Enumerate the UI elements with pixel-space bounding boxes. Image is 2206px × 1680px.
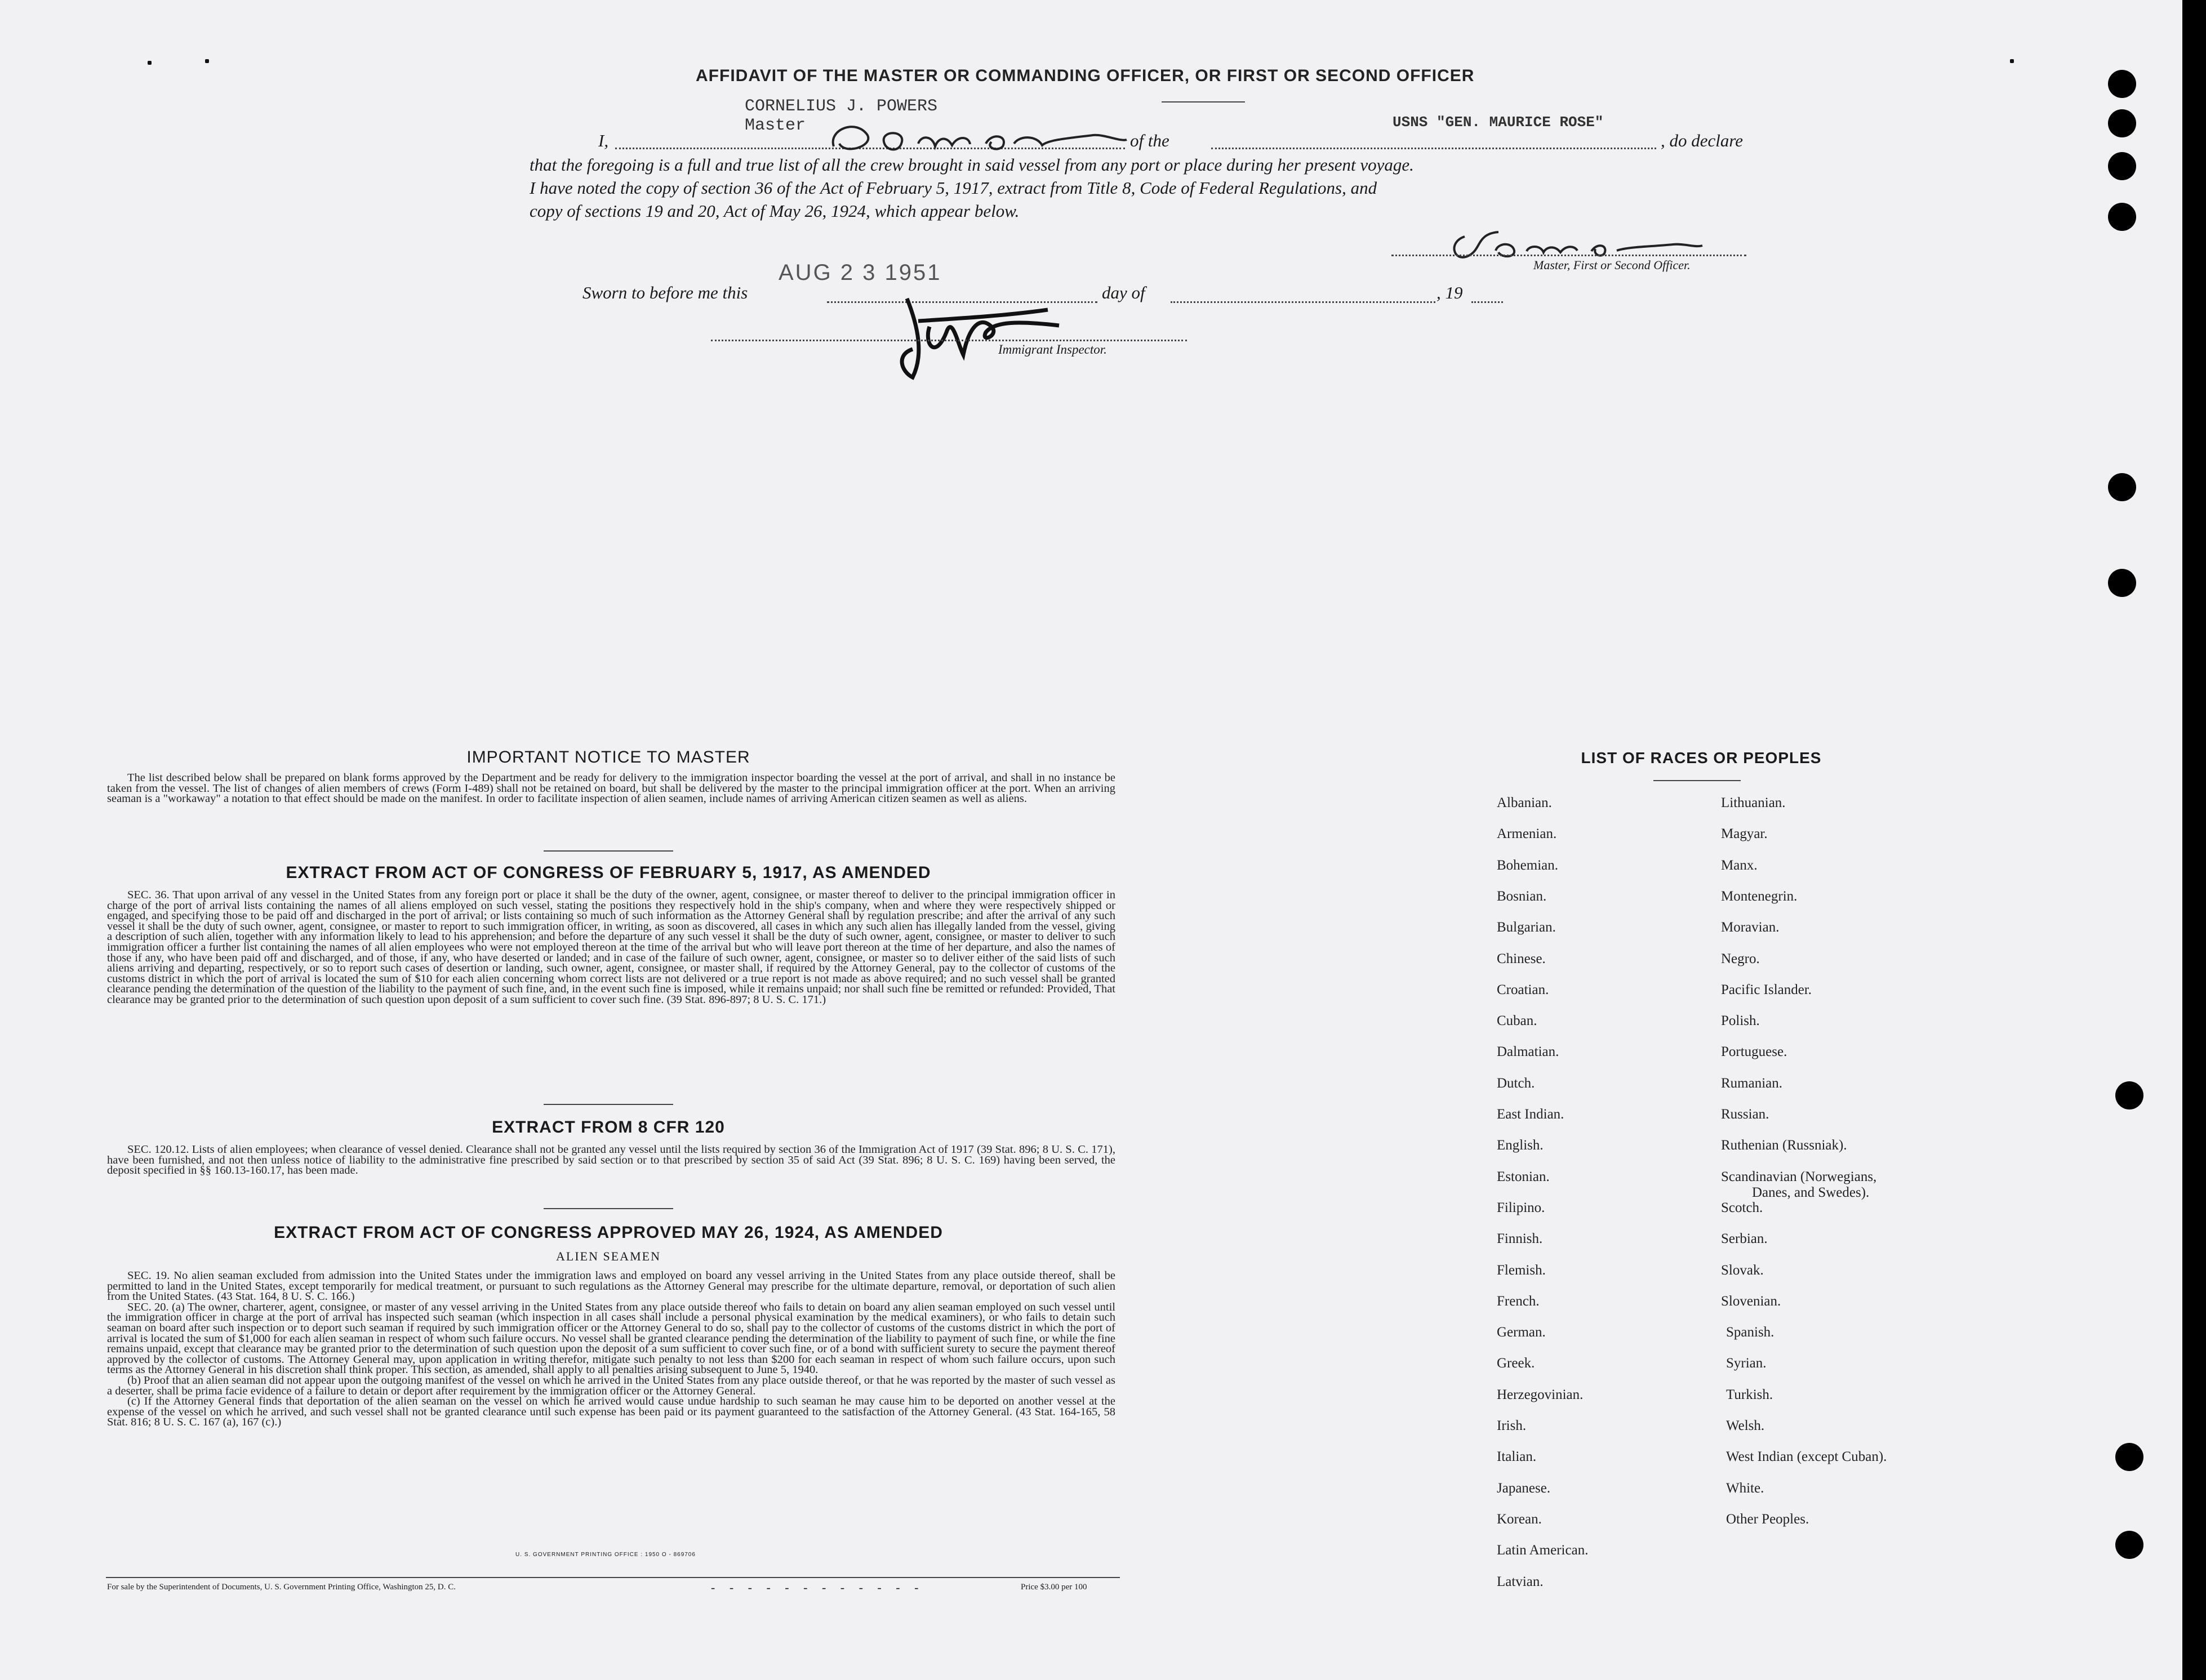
- binder-hole: [2108, 152, 2136, 180]
- race-item: Spanish.: [1726, 1325, 1774, 1340]
- master-signature-caption: Master, First or Second Officer.: [1533, 258, 1691, 272]
- race-item: Syrian.: [1726, 1356, 1767, 1371]
- of-the-label: of the: [1130, 131, 1169, 150]
- sec-20c-paragraph: (c) If the Attorney General finds that deportation of the alien seaman on the vessel on which he arrived would cause undue hardship to such seaman he may cause him to be deported on another vessel at the expense of the vessel on which he arrived, and such vessel shall not be granted clearance until such expense has been paid or its payment guaranteed to the satisfaction of the Attorney General. (43 Stat. 164-165, 58 Stat. 816; 8 U. S. C. 167 (a), 167 (c).): [107, 1395, 1115, 1429]
- extract-cfr-text: [107, 1144, 1115, 1188]
- race-item: Scotch.: [1721, 1200, 1763, 1215]
- typed-master-rank: Master: [745, 116, 806, 135]
- race-item: Rumanian.: [1721, 1075, 1783, 1091]
- race-item: Dalmatian.: [1497, 1044, 1559, 1060]
- race-item: German.: [1497, 1325, 1546, 1340]
- price-note: Price $3.00 per 100: [1021, 1583, 1087, 1592]
- inspector-caption: Immigrant Inspector.: [998, 342, 1107, 357]
- race-item: Lithuanian.: [1721, 795, 1786, 810]
- extract-cfr-paragraph: SEC. 120.12. Lists of alien employees; when clearance of vessel denied. Clearance shall not be granted any vessel until the lists required by section 36 of the Immigration Act of 1917 (39 Stat. 896; 8 U. S. C. 171), have been furnished, and not then unless notice of liability to the administrative fine prescribed by said section or to that prescribed by section 35 of said Act (39 Stat. 896; 8 U. S. C. 169) having been served, the deposit specified in §§ 160.13-160.17, has been made.: [107, 1144, 1115, 1177]
- race-item: Estonian.: [1497, 1169, 1550, 1184]
- race-item: Polish.: [1721, 1013, 1760, 1029]
- binder-hole: [2108, 70, 2136, 98]
- section-divider: [544, 1104, 673, 1105]
- signature-blank: [1391, 255, 1746, 256]
- speck: [2010, 59, 2014, 63]
- race-item: Italian.: [1497, 1449, 1537, 1465]
- race-item: Magyar.: [1721, 826, 1768, 842]
- notice-title: IMPORTANT NOTICE TO MASTER: [466, 748, 750, 767]
- affidavit-title: AFFIDAVIT OF THE MASTER OR COMMANDING OFFICER, OR FIRST OR SECOND OFFICER: [696, 66, 1475, 85]
- year-blank: [1471, 301, 1503, 303]
- race-item: Negro.: [1721, 951, 1760, 966]
- race-item: Bulgarian.: [1497, 920, 1556, 935]
- races-title: LIST OF RACES OR PEOPLES: [1581, 749, 1822, 767]
- race-item: East Indian.: [1497, 1107, 1564, 1122]
- races-title-rule: [1653, 780, 1741, 781]
- declaration-line-2: I have noted the copy of section 36 of the Act of February 5, 1917, extract from Title 8, Code of Federal Regulations, and: [530, 178, 1377, 198]
- race-item: Portuguese.: [1721, 1044, 1787, 1060]
- race-item: Welsh.: [1726, 1418, 1765, 1433]
- section-divider: [544, 1208, 673, 1209]
- race-item: Moravian.: [1721, 920, 1780, 935]
- for-sale-note: For sale by the Superintendent of Documents, U. S. Government Printing Office, Washington 25, D. C.: [107, 1583, 456, 1592]
- printing-office-note: U. S. GOVERNMENT PRINTING OFFICE : 1950 O - 869706: [515, 1552, 696, 1558]
- race-item: French.: [1497, 1293, 1540, 1309]
- race-item: Finnish.: [1497, 1231, 1543, 1247]
- declarant-pronoun: I,: [598, 131, 609, 150]
- month-blank: [1171, 301, 1435, 303]
- declaration-line-1: that the foregoing is a full and true list of all the crew brought in said vessel from any port or place during her present voyage.: [530, 155, 1414, 175]
- race-item: Filipino.: [1497, 1200, 1545, 1215]
- binder-hole: [2115, 1081, 2143, 1109]
- footer-rule: [106, 1577, 1120, 1578]
- declaration-line-3: copy of sections 19 and 20, Act of May 26, 1924, which appear below.: [530, 201, 1020, 221]
- race-item: Croatian.: [1497, 982, 1549, 997]
- race-item: Bosnian.: [1497, 888, 1547, 904]
- binder-hole: [2115, 1531, 2143, 1559]
- race-item: White.: [1726, 1480, 1764, 1496]
- notice-paragraph: The list described below shall be prepared on blank forms approved by the Department and be ready for delivery to the immigration inspector boarding the vessel at the port of arrival, and shall in no instance be taken from the vessel. The list of changes of alien members of crews (Form I-489) shall not be retained on board, but shall be delivered by the master to the principal immigration officer at the port. When an arriving seaman is a "workaway" a notation to that effect should be made on the manifest. In order to facilitate inspection of alien seamen, include names of arriving American citizen seamen as well as aliens.: [107, 773, 1115, 805]
- title-rule: [1162, 101, 1245, 103]
- binder-hole: [2108, 473, 2136, 501]
- extract-1924-title: EXTRACT FROM ACT OF CONGRESS APPROVED MAY 26, 1924, AS AMENDED: [274, 1223, 943, 1242]
- alien-seamen-subtitle: ALIEN SEAMEN: [556, 1249, 661, 1263]
- inspector-blank: [711, 340, 1187, 341]
- vessel-blank: [1211, 148, 1656, 149]
- typed-master-name: CORNELIUS J. POWERS: [745, 97, 938, 116]
- sec-19-paragraph: SEC. 19. No alien seaman excluded from admission into the United States under the immigration laws and employed on board any vessel arriving in the United States from any place outside thereof, shall be permitted to land in the United States, except temporarily for medical treatment, or pursuant to such regulations as the Attorney General may prescribe for the ultimate departure, removal, or deportation of such alien from the United States. (43 Stat. 164, 8 U. S. C. 166.): [107, 1271, 1115, 1303]
- race-item: Latin American.: [1497, 1543, 1589, 1558]
- race-item: Pacific Islander.: [1721, 982, 1812, 997]
- notice-text: [107, 773, 1115, 836]
- race-item: Bohemian.: [1497, 857, 1559, 873]
- extract-1917-title: EXTRACT FROM ACT OF CONGRESS OF FEBRUARY 5, 1917, AS AMENDED: [286, 863, 931, 882]
- sec-20a-paragraph: SEC. 20. (a) The owner, charterer, agent, consignee, or master of any vessel arriving in the United States from any place outside thereof who fails to detain on board any alien seaman employed on such vessel until the immigration officer in charge at the port of arrival has inspected such seaman (which inspection in all cases shall include a personal physical examination by the medical examiners), or who fails to detain such seaman on board after such inspection or to deport such seaman if required by such immigration officer or the Attorney General to do so, shall pay to the collector of customs of the customs district in which the port of arrival is located the sum of $1,000 for each alien seaman in respect of whom such failure occurs. No vessel shall be granted clearance pending the determination of the liability to payment of such fine, or while the fine remains unpaid, except that clearance may be granted prior to the determination of such question upon the deposit of a sum sufficient to cover such fine, or of a bond with sufficient surety to secure the payment thereof approved by the collector of customs. The Attorney General may, upon application in writing therefor, mitigate such penalty to not less than $200 for each seaman in respect of whom such failure occurs, upon such terms as the Attorney General in his discretion shall think proper. This section, as amended, shall apply to all penalties arising subsequent to June 5, 1940.: [107, 1300, 1115, 1376]
- day-of-label: day of: [1102, 283, 1145, 302]
- binder-hole: [2108, 203, 2136, 231]
- race-item: Ruthenian (Russniak).: [1721, 1138, 1847, 1153]
- binder-hole: [2115, 1443, 2143, 1471]
- race-item: Herzegovinian.: [1497, 1387, 1584, 1402]
- typed-vessel-name: USNS "GEN. MAURICE ROSE": [1393, 114, 1604, 131]
- speck: [148, 61, 152, 65]
- race-item: Montenegrin.: [1721, 888, 1798, 904]
- footer-dashes: - - - - - - - - - - - -: [711, 1580, 924, 1594]
- race-item: West Indian (except Cuban).: [1726, 1449, 1887, 1465]
- year-prefix: , 19: [1436, 283, 1463, 302]
- race-item: Irish.: [1497, 1418, 1527, 1433]
- race-item: Serbian.: [1721, 1231, 1768, 1247]
- race-item: Dutch.: [1497, 1075, 1535, 1091]
- race-item: Danes, and Swedes).: [1752, 1184, 1870, 1200]
- race-item: Slovak.: [1721, 1262, 1764, 1278]
- race-item: Korean.: [1497, 1511, 1542, 1527]
- section-divider: [544, 850, 673, 852]
- race-item: Albanian.: [1497, 795, 1552, 810]
- binder-hole: [2108, 109, 2136, 137]
- extract-1924-text: [107, 1271, 1115, 1533]
- race-item: Flemish.: [1497, 1262, 1546, 1278]
- race-item: Armenian.: [1497, 826, 1557, 842]
- race-item: Greek.: [1497, 1356, 1535, 1371]
- sworn-label: Sworn to before me this: [582, 283, 748, 302]
- sec-20b-paragraph: (b) Proof that an alien seaman did not appear upon the outgoing manifest of the vessel on which he arrived in the United States from any place outside thereof, or that he was reported by the master of such vessel as a deserter, shall be prima facie evidence of a failure to detain or deport after requirement by the immigration officer or the Attorney General.: [107, 1374, 1115, 1397]
- race-item: Scandinavian (Norwegians,: [1721, 1169, 1877, 1184]
- race-item: Russian.: [1721, 1107, 1769, 1122]
- date-stamp: AUG 2 3 1951: [779, 260, 942, 285]
- race-item: Turkish.: [1726, 1387, 1773, 1402]
- extract-1917-text: [107, 890, 1115, 1088]
- race-item: English.: [1497, 1138, 1544, 1153]
- race-item: Chinese.: [1497, 951, 1546, 966]
- inspector-signature: [879, 293, 1065, 383]
- race-item: Manx.: [1721, 857, 1758, 873]
- binder-hole: [2108, 569, 2136, 597]
- race-item: Latvian.: [1497, 1574, 1544, 1589]
- race-item: Other Peoples.: [1726, 1511, 1809, 1527]
- do-declare-label: , do declare: [1661, 131, 1744, 150]
- race-item: Slovenian.: [1721, 1293, 1781, 1309]
- extract-1917-paragraph: SEC. 36. That upon arrival of any vessel in the United States from any foreign port or place it shall be the duty of the owner, agent, consignee, or master thereof to deliver to the principal immigration officer in charge of the port of arrival lists containing the names of all aliens employed on such vessel, stating the positions they respectively hold in the ship's company, when and where they were respectively shipped or engaged, and specifying those to be paid off and discharged in the port of arrival; or lists containing so much of such information as the Attorney General shall by regulation prescribe; and after the arrival of any such vessel it shall be the duty of such owner, agent, consignee, or master to report to such immigration officer, in writing, as soon as discovered, all cases in which any such alien has illegally landed from the vessel, giving a description of such alien, together with any information likely to lead to his apprehension; and before the departure of any such vessel it shall be the duty of such owner, agent, consignee, or master to deliver to such immigration officer a further list containing the names of all alien employees who were not employed thereon at the time of the arrival but who will leave port thereon at the time of her departure, and also the names of those if any, who have been paid off and discharged, and of those, if any, who have deserted or landed; and in case of the failure of such owner, agent, consignee, or master so to deliver either of the said lists of such aliens arriving and departing, respectively, or so to report such cases of desertion or landing, such owner, agent, consignee, or master shall, if required by the Attorney General, pay to the collector of customs of the customs district in which the port of arrival is located the sum of $10 for each alien concerning whom correct lists are not delivered or a true report is not made as above required; and no such vessel shall be granted clearance pending the determination of the question of the liability to the payment of such fine, and, in the event such fine is imposed, while it remains unpaid; nor shall such fine be remitted or refunded: Provided, That clearance may be granted prior to the determination of such question upon deposit of a sum sufficient to cover such fine. (39 Stat. 896-897; 8 U. S. C. 171.): [107, 890, 1115, 1006]
- race-item: Cuban.: [1497, 1013, 1537, 1029]
- extract-cfr-title: EXTRACT FROM 8 CFR 120: [492, 1118, 725, 1137]
- race-item: Japanese.: [1497, 1480, 1551, 1496]
- speck: [205, 59, 209, 63]
